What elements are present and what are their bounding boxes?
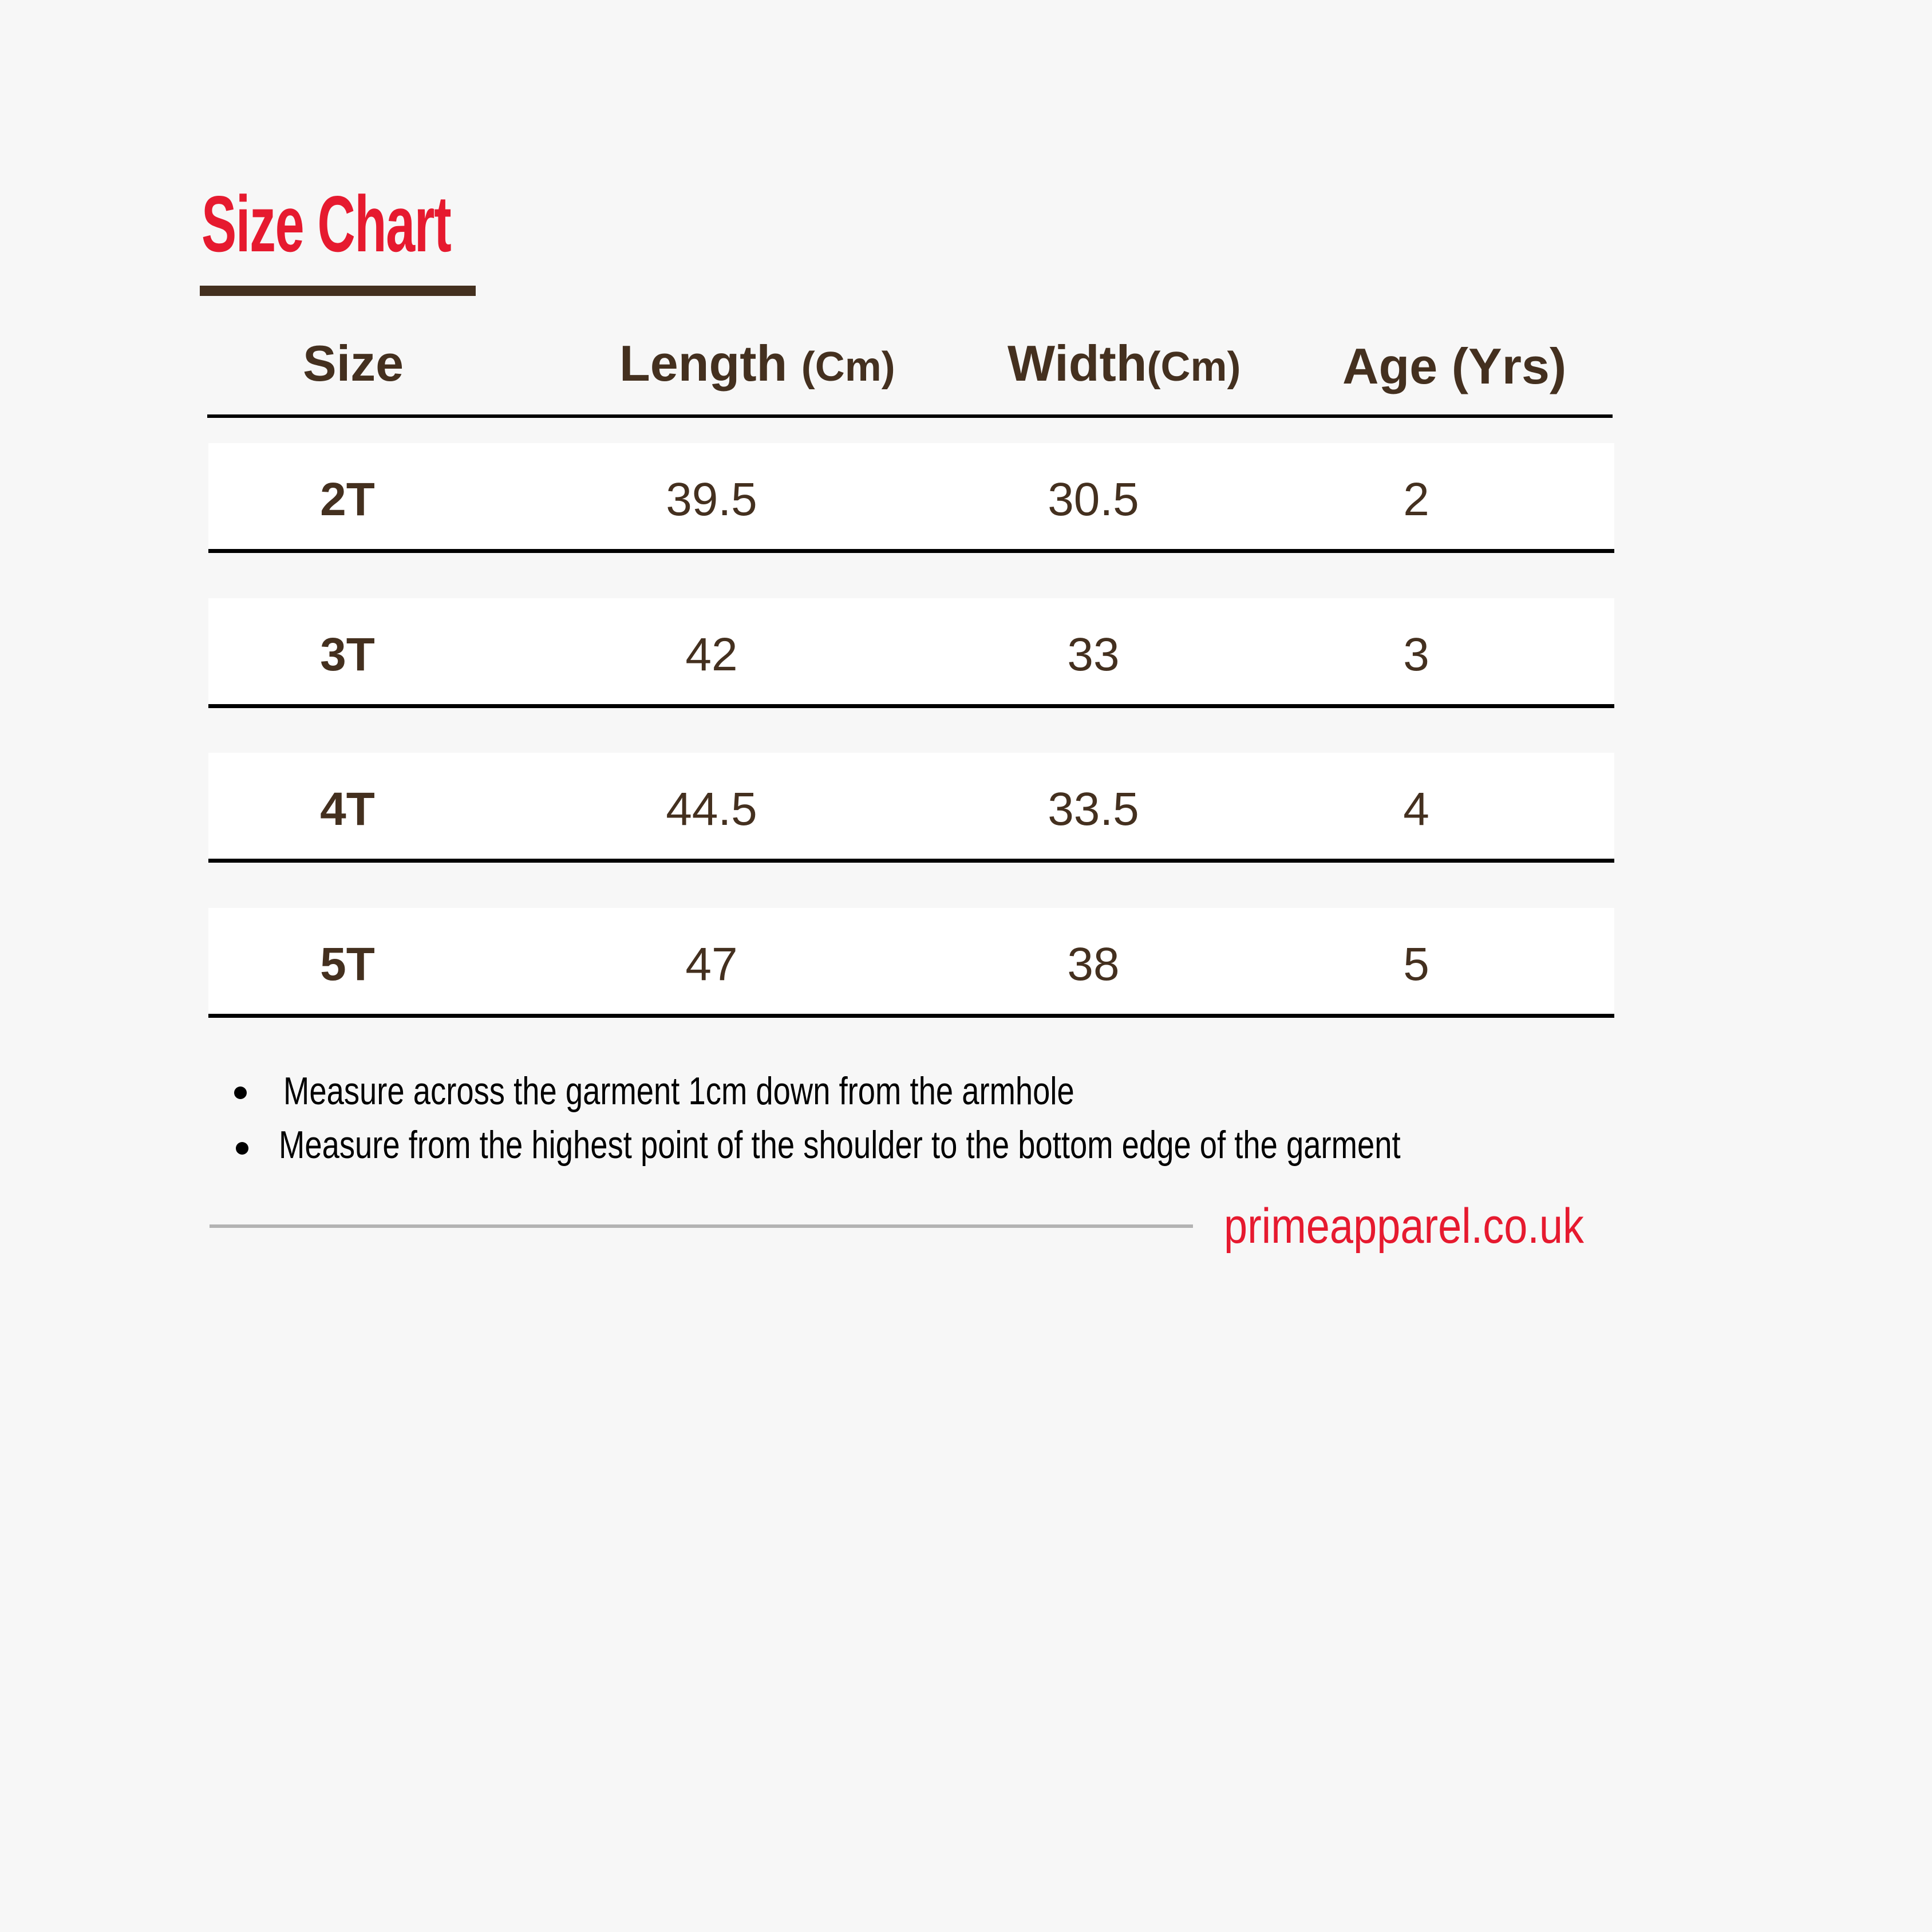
cell-size: 4T bbox=[320, 783, 375, 835]
row-divider bbox=[208, 704, 1614, 708]
cell-length: 44.5 bbox=[666, 783, 757, 835]
cell-size: 5T bbox=[320, 938, 375, 990]
header-age bbox=[1342, 338, 1566, 395]
cell-width: 30.5 bbox=[1048, 473, 1139, 526]
cell-length: 42 bbox=[685, 629, 738, 681]
header-length bbox=[619, 335, 895, 392]
bullet-icon bbox=[236, 1142, 248, 1155]
header-width-label: Width bbox=[1008, 335, 1147, 392]
header-width bbox=[1008, 335, 1241, 392]
cell-age: 4 bbox=[1403, 783, 1429, 835]
cell-width: 33.5 bbox=[1048, 783, 1139, 835]
header-age-label: Age (Yrs) bbox=[1342, 338, 1567, 394]
header-size-label: Size bbox=[303, 335, 404, 392]
table-row bbox=[208, 443, 1614, 549]
cell-age: 2 bbox=[1403, 473, 1429, 526]
note-item: Measure from the highest point of the shoulder to the bottom edge of the garment bbox=[279, 1123, 1401, 1167]
header-width-unit: (Cm) bbox=[1147, 344, 1241, 390]
cell-size: 3T bbox=[320, 629, 375, 681]
header-divider bbox=[207, 414, 1613, 418]
table-row bbox=[208, 598, 1614, 704]
title-underline bbox=[200, 286, 476, 296]
cell-size: 2T bbox=[320, 473, 375, 526]
cell-width: 33 bbox=[1067, 629, 1120, 681]
footer-divider bbox=[210, 1224, 1193, 1228]
cell-age: 5 bbox=[1403, 938, 1429, 990]
page-title: Size Chart bbox=[202, 180, 451, 268]
website-link[interactable]: primeapparel.co.uk bbox=[1224, 1199, 1584, 1254]
cell-length: 47 bbox=[685, 938, 738, 990]
header-size bbox=[303, 335, 404, 392]
row-divider bbox=[208, 1014, 1614, 1018]
table-row bbox=[208, 753, 1614, 859]
cell-age: 3 bbox=[1403, 629, 1429, 681]
note-item: Measure across the garment 1cm down from the armhole bbox=[283, 1069, 1074, 1113]
table-row bbox=[208, 908, 1614, 1014]
row-divider bbox=[208, 549, 1614, 553]
row-divider bbox=[208, 859, 1614, 863]
bullet-icon bbox=[234, 1086, 247, 1099]
cell-width: 38 bbox=[1067, 938, 1120, 990]
header-length-unit: (Cm) bbox=[801, 344, 895, 390]
header-length-label: Length bbox=[619, 335, 788, 392]
cell-length: 39.5 bbox=[666, 473, 757, 526]
